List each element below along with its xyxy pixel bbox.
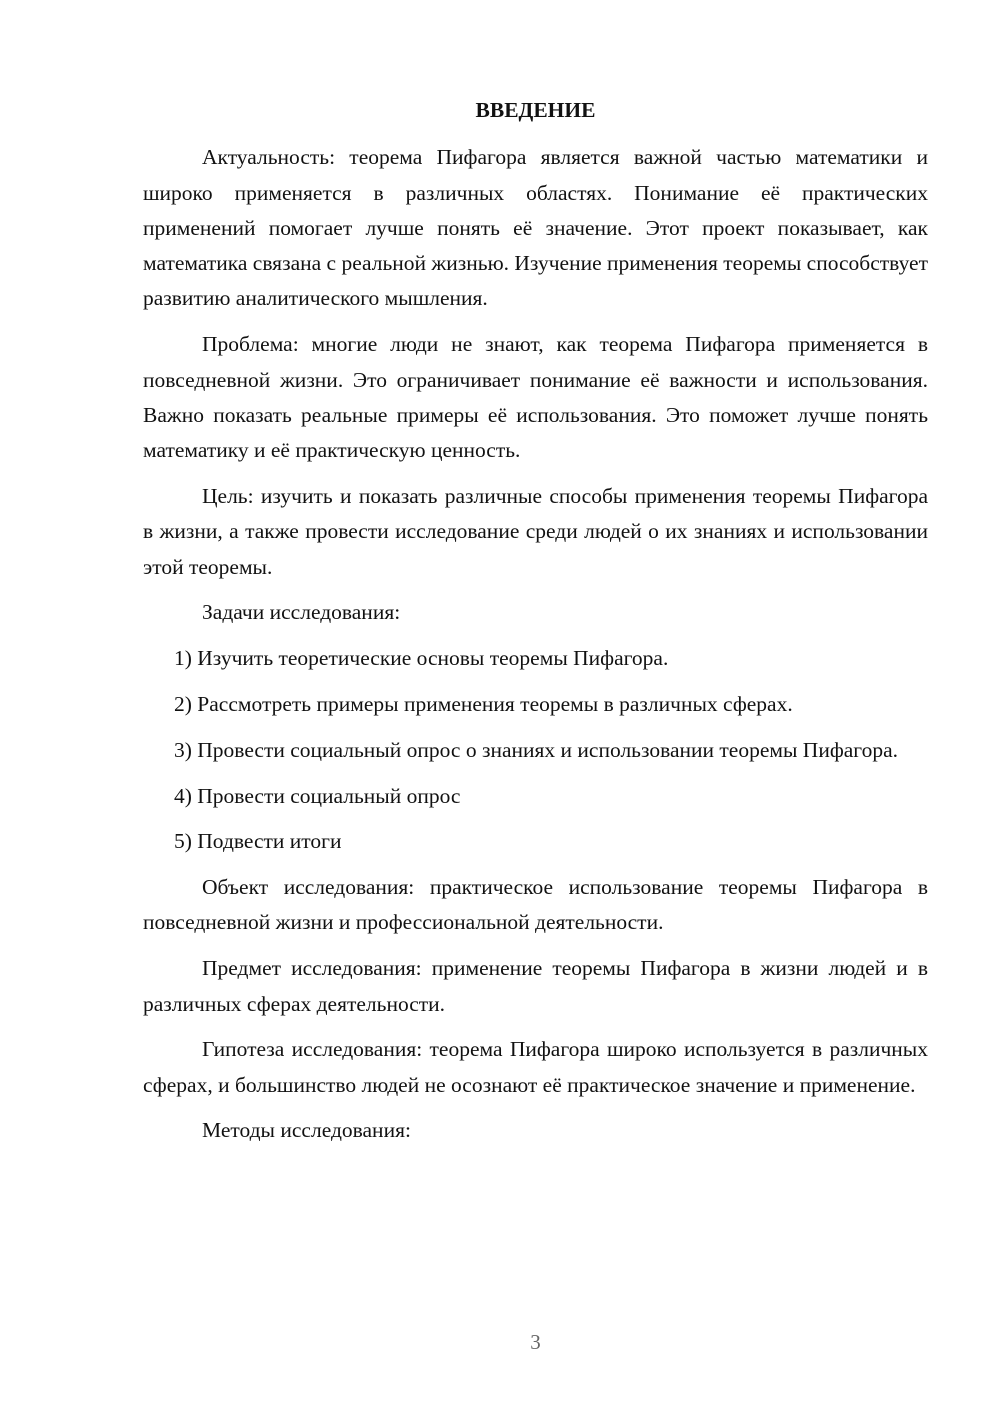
task-item-2: 2) Рассмотреть примеры применения теоремы в различных сферах. — [174, 691, 793, 716]
paragraph-hypothesis: Гипотеза исследования: теорема Пифагора широко используется в различных сферах, и большинство людей не осознают её практическое значение и применение. — [143, 1037, 928, 1097]
paragraph-goal: Цель: изучить и показать различные способы применения теоремы Пифагора в жизни, а также провести исследование среди людей о их знаниях и использовании этой теоремы. — [143, 483, 928, 579]
task-item-5: 5) Подвести итоги — [174, 829, 342, 854]
paragraph-tasks-title: Задачи исследования: — [202, 600, 401, 625]
page-number: 3 — [530, 1330, 541, 1354]
task-item-4: 4) Провести социальный опрос — [174, 783, 461, 808]
task-item-3: 3) Провести социальный опрос о знаниях и использовании теоремы Пифагора. — [174, 737, 899, 762]
paragraph-relevance: Актуальность: теорема Пифагора является важной частью математики и широко применяется в различных областях. Понимание её практических применений помогает лучше понять её значение. Этот проект показывает, как математика связана с реальной жизнью. Изучение применения теоремы способствует развитию аналитического мышления. — [143, 145, 928, 311]
document-body — [143, 93, 928, 1159]
section-heading: ВВЕДЕНИЕ — [475, 98, 596, 122]
paragraph-problem: Проблема: многие люди не знают, как теорема Пифагора применяется в повседневной жизни. Это ограничивает понимание её важности и использования. Важно показать реальные примеры её использования. Это поможет лучше понять математику и её практическую ценность. — [143, 332, 928, 463]
paragraph-subject: Предмет исследования: применение теоремы Пифагора в жизни людей и в различных сферах деятельности. — [143, 956, 928, 1016]
task-item-1: 1) Изучить теоретические основы теоремы Пифагора. — [174, 646, 669, 671]
paragraph-object: Объект исследования: практическое использование теоремы Пифагора в повседневной жизни и профессиональной деятельности. — [143, 875, 928, 935]
paragraph-methods: Методы исследования: — [202, 1118, 411, 1143]
